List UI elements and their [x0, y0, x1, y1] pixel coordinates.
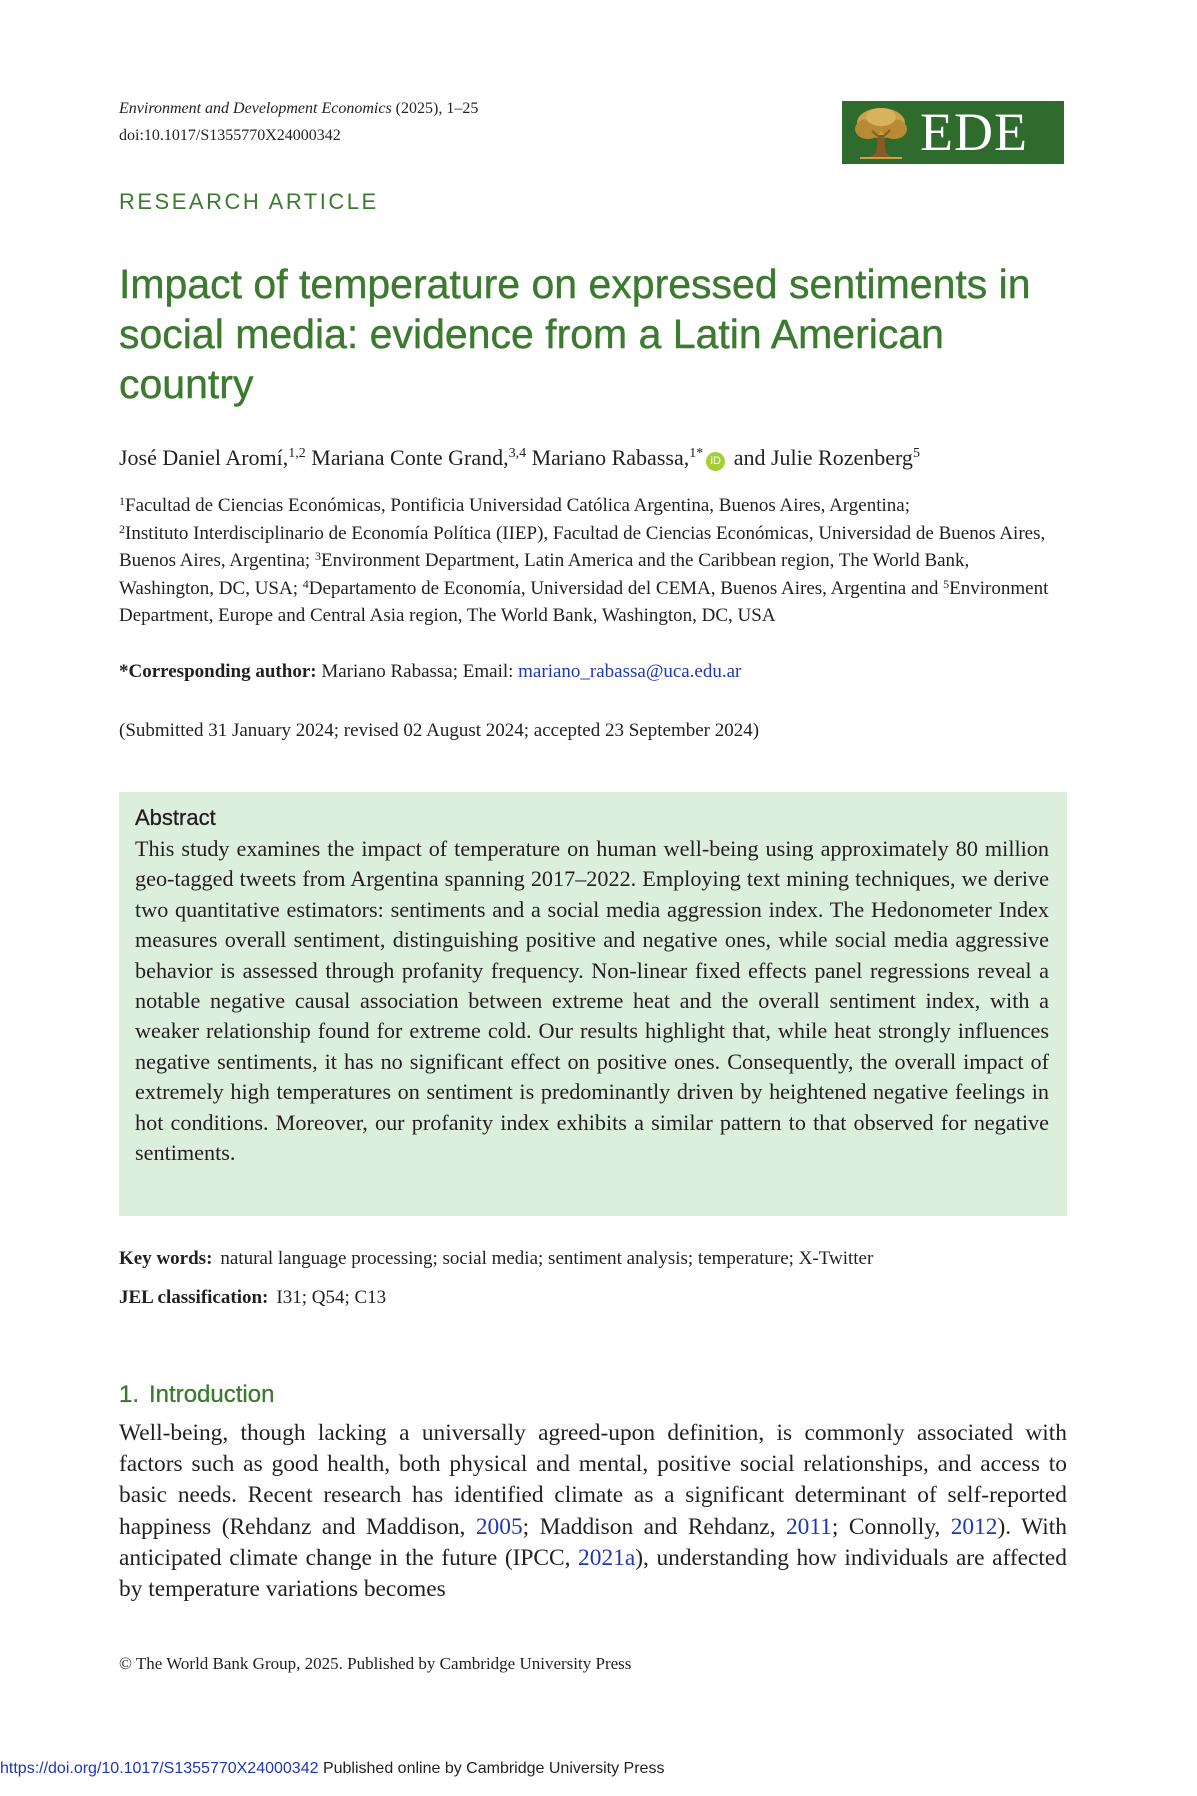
citation-link[interactable]: 2011 — [785, 1513, 832, 1540]
corresponding-author-text: Mariano Rabassa; Email: — [316, 661, 519, 682]
abstract-heading: Abstract — [135, 805, 216, 830]
jel-classification — [119, 1284, 386, 1312]
author-name: Mariano Rabassa, — [526, 445, 690, 470]
affiliation-text: Environment Department, Europe and Central Asia region, The World Bank, Washington, DC, USA — [119, 577, 1049, 626]
section-title: Introduction — [149, 1381, 275, 1408]
author-name: Mariana Conte Grand, — [305, 445, 509, 470]
jel-label: JEL classification: — [119, 1287, 269, 1308]
orcid-icon[interactable]: iD — [706, 452, 725, 471]
intro-text: ; Maddison and Rehdanz, — [522, 1513, 786, 1540]
submission-dates: (Submitted 31 January 2024; revised 02 August 2024; accepted 23 September 2024) — [119, 720, 760, 741]
section-number: 1. — [119, 1381, 140, 1408]
copyright-notice: © The World Bank Group, 2025. Published by Cambridge University Press — [119, 1654, 632, 1673]
tree-icon — [846, 101, 916, 164]
jel-text: I31; Q54; C13 — [276, 1287, 387, 1308]
affiliation-marker: 1 — [119, 494, 125, 508]
doi-link[interactable]: https://doi.org/10.1017/S1355770X24000342 — [0, 1760, 319, 1777]
author-affiliation-marker: 5 — [912, 446, 920, 461]
affiliation-text: Departamento de Economía, Universidad del CEMA, Buenos Aires, Argentina and — [308, 577, 944, 599]
keywords-label: Key words: — [119, 1248, 213, 1269]
affiliation-marker: 2 — [119, 521, 125, 536]
affiliation-marker: 5 — [943, 576, 950, 591]
abstract-text: This study examines the impact of temperature on human well-being using approximately 80 million geo-tagged tweets from Argentina spanning 2017–2022. Employing text mining techniques, we derive two quantitative estimators: sentiments and a social media aggression index. The Hedonometer Index measures overall sentiment, distinguishing positive and negative ones, while social media aggressive behavior is assessed through profanity frequency. Non-linear fixed effects panel regressions reveal a notable negative causal association between extreme heat and the overall sentiment index, with a weaker relationship found for extreme cold. Our results highlight that, while heat strongly influences negative sentiments, it has no significant effect on positive ones. Consequently, the overall impact of extremely high temperatures on sentiment is predominantly driven by heightened negative feelings in hot conditions. Moreover, our profanity index exhibits a similar pattern to that observed for negative sentiments. — [135, 836, 1049, 1166]
article-type: RESEARCH ARTICLE — [119, 189, 379, 214]
article-doi: doi:10.1017/S1355770X24000342 — [119, 127, 341, 144]
citation-link[interactable]: 2021a — [578, 1544, 636, 1571]
citation-link[interactable]: 2005 — [475, 1513, 523, 1540]
author-affiliation-marker: 3,4 — [508, 446, 527, 461]
author-name: and Julie Rozenberg — [728, 445, 913, 470]
journal-citation — [119, 96, 478, 121]
journal-logo — [842, 101, 1064, 164]
intro-text: ). With anticipated climate change in the future (IPCC, — [119, 1513, 1067, 1571]
affiliations — [119, 492, 1059, 630]
affiliation-marker: 4 — [302, 576, 309, 591]
page-footer — [0, 1758, 664, 1780]
keywords-text: natural language processing; social media; sentiment analysis; temperature; X-Twitter — [220, 1248, 874, 1269]
intro-paragraph — [119, 1418, 1067, 1605]
email-link[interactable]: mariano_rabassa@uca.edu.ar — [518, 661, 742, 682]
intro-text: ), understanding how individuals are affected by temperature variations becomes — [119, 1544, 1067, 1603]
logo-text: EDE — [920, 102, 1028, 162]
article-title: Impact of temperature on expressed sentiments in social media: evidence from a Latin American country — [119, 261, 1031, 407]
citation-link[interactable]: 2012 — [950, 1513, 998, 1540]
footer-text: Published online by Cambridge University Press — [318, 1760, 665, 1777]
keywords — [119, 1245, 873, 1273]
section-heading — [119, 1380, 274, 1410]
affiliation-text: Environment Department, Latin America and the Caribbean region, The World Bank, Washington, DC, USA; — [119, 550, 970, 599]
affiliation-marker: 3 — [314, 549, 321, 563]
intro-text: Well-being, though lacking a universally agreed-upon definition, is commonly associated with factors such as good health, both physical and mental, positive social relationships, and access to basic needs. Recent research has identified climate as a significant determinant of self-reported happiness (Rehdanz and Maddison, — [119, 1420, 1067, 1540]
journal-name: Environment and Development Economics — [119, 100, 392, 117]
corresponding-author-label: *Corresponding author: — [119, 661, 317, 682]
corresponding-author — [119, 658, 741, 685]
author-affiliation-marker: 1,2 — [288, 446, 306, 461]
intro-text: ; Connolly, — [831, 1513, 951, 1540]
affiliation-text: Facultad de Ciencias Económicas, Pontificia Universidad Católica Argentina, Buenos Aires, Argentina; — [125, 495, 910, 516]
author-name: José Daniel Aromí, — [119, 445, 289, 470]
affiliation-text: Instituto Interdisciplinario de Economía Política (IIEP), Facultad de Ciencias Económicas, Universidad de Buenos Aires, Buenos Aires, Argentina; — [119, 522, 1046, 571]
abstract-box — [119, 792, 1067, 1216]
author-affiliation-marker: 1* — [689, 446, 704, 461]
journal-meta: (2025), 1–25 — [391, 100, 479, 117]
author-list — [119, 443, 920, 473]
